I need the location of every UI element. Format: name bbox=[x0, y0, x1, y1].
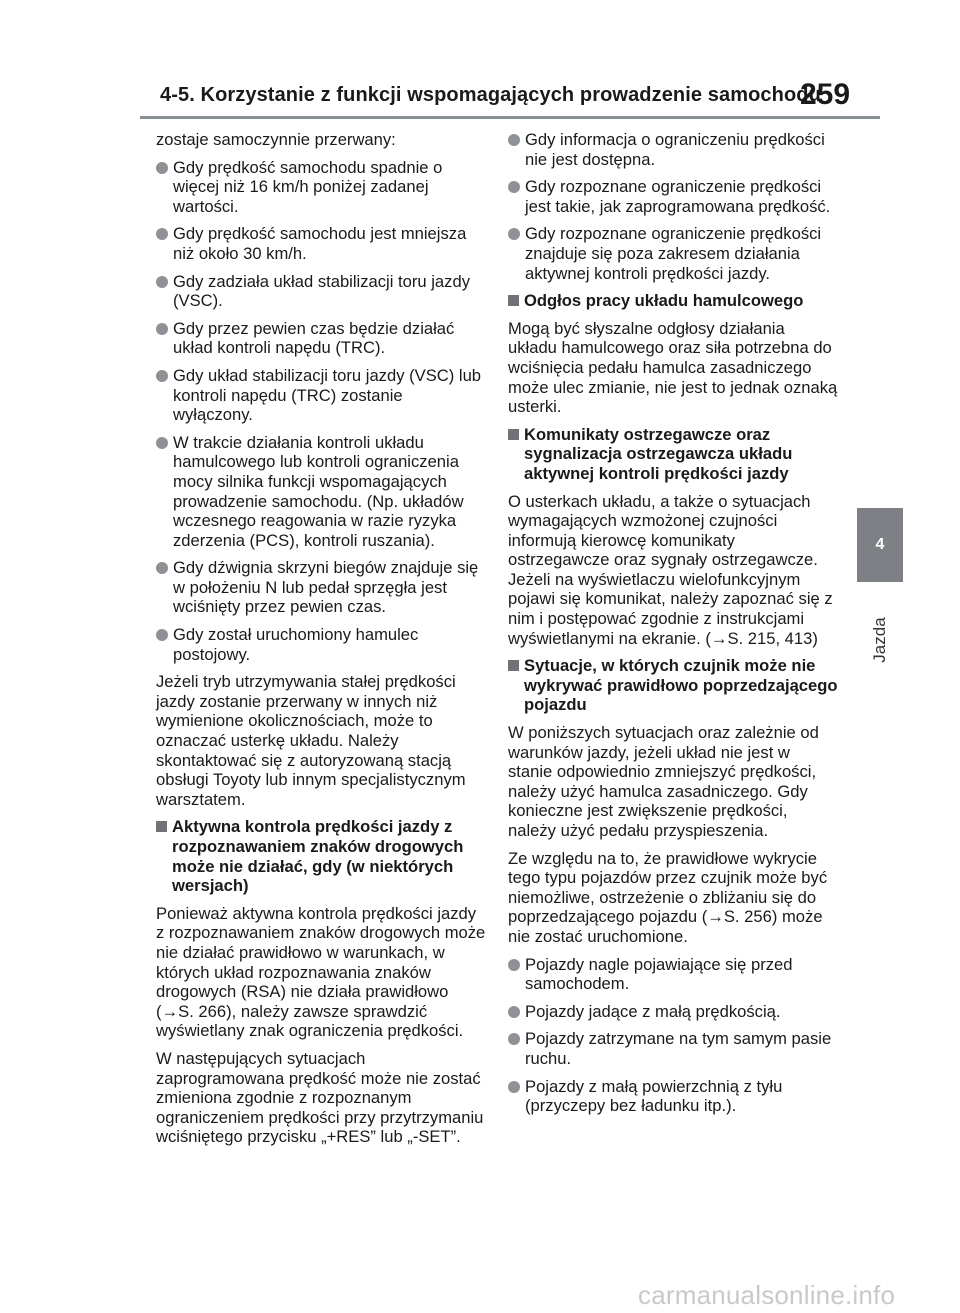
paragraph: O usterkach układu, a także o sytuacjach wymagających wzmożonej czujności informują kierowcę komunikaty ostrzegawcze oraz sygnały ostrzegawcze. Jeżeli na wyświetlaczu wielofunkcyjnym pojawi się komunikat, należy zapoznać się z nim i postępować zgodnie z instrukcjami wyświetlanymi na ekranie. (→S. 215, 413) bbox=[508, 491, 833, 648]
bullet-icon bbox=[508, 1006, 520, 1018]
heading-text: Aktywna kontrola prędkości jazdy z rozpoznawaniem znaków drogowych może nie działać, gdy (w niektórych wersjach) bbox=[172, 817, 464, 896]
header-divider bbox=[140, 116, 880, 119]
subsection-heading bbox=[508, 291, 838, 311]
list-item bbox=[508, 1077, 838, 1116]
list-item bbox=[156, 272, 486, 311]
bullet-icon bbox=[156, 228, 168, 240]
chapter-label bbox=[864, 600, 896, 680]
heading-text: Sytuacje, w których czujnik może nie wykrywać prawidłowo poprzedzającego pojazdu bbox=[524, 656, 838, 715]
list-item bbox=[156, 625, 486, 664]
list-item-text: Gdy informacja o ograniczeniu prędkości nie jest dostępna. bbox=[525, 130, 825, 169]
list-item-text: Gdy rozpoznane ograniczenie prędkości jest takie, jak zaprogramowana prędkość. bbox=[525, 177, 831, 216]
list-item-text: Gdy dźwignia skrzyni biegów znajduje się w położeniu N lub pedał sprzęgła jest wciśnięty przez pewien czas. bbox=[173, 558, 479, 617]
list-item-text: Gdy rozpoznane ograniczenie prędkości znajduje się poza zakresem działania aktywnej kontroli prędkości jazdy. bbox=[525, 224, 822, 283]
chapter-label-text: Jazda bbox=[870, 617, 889, 663]
intro-text: zostaje samoczynnie przerwany: bbox=[156, 130, 396, 149]
square-bullet-icon bbox=[508, 295, 519, 306]
paragraph: W następujących sytuacjach zaprogramowana prędkość może nie zostać zmieniona zgodnie z rozpoznanym ograniczeniem prędkości przy przytrzymaniu wciśniętego przycisku „+RES” lub „-SET”. bbox=[156, 1048, 484, 1147]
list-item-text: Gdy zadziała układ stabilizacji toru jazdy (VSC). bbox=[173, 271, 470, 311]
paragraph: Mogą być słyszalne odgłosy działania układu hamulcowego oraz siła potrzebna do wciśnięcia pedału hamulca zasadniczego może ulec zmianie, nie jest to jednak oznaką usterki. bbox=[508, 318, 838, 417]
list-item bbox=[508, 1029, 838, 1068]
list-item bbox=[508, 177, 838, 216]
list-item bbox=[156, 558, 486, 617]
square-bullet-icon bbox=[156, 821, 167, 832]
subsection-heading bbox=[508, 425, 838, 484]
square-bullet-icon bbox=[508, 429, 519, 440]
bullet-icon bbox=[508, 959, 520, 971]
bullet-icon bbox=[508, 228, 520, 240]
bullet-icon bbox=[508, 1033, 520, 1045]
list-item-text: Pojazdy jadące z małą prędkością. bbox=[525, 1001, 781, 1021]
list-item-text: Pojazdy nagle pojawiające się przed samochodem. bbox=[525, 954, 793, 994]
subsection-heading bbox=[508, 656, 838, 715]
chapter-tab: 4 bbox=[857, 508, 903, 582]
list-item bbox=[508, 224, 838, 283]
list-item-text: Gdy prędkość samochodu spadnie o więcej niż 16 km/h poniżej zadanej wartości. bbox=[173, 157, 443, 216]
left-column bbox=[156, 130, 486, 1155]
list-item bbox=[156, 319, 486, 358]
watermark: carmanualsonline.info bbox=[638, 1280, 896, 1310]
list-item bbox=[156, 433, 486, 551]
list-item bbox=[156, 224, 486, 263]
bullet-icon bbox=[156, 629, 168, 641]
list-item bbox=[156, 366, 486, 425]
list-item-text: Pojazdy z małą powierzchnią z tyłu (przyczepy bez ładunku itp.). bbox=[525, 1076, 783, 1116]
page-header bbox=[0, 0, 960, 112]
bullet-icon bbox=[156, 562, 168, 574]
list-item bbox=[508, 955, 838, 994]
square-bullet-icon bbox=[508, 660, 519, 671]
heading-text: Komunikaty ostrzegawcze oraz sygnalizacja ostrzegawcza układu aktywnej kontroli prędkości jazdy bbox=[524, 424, 793, 483]
bullet-icon bbox=[156, 276, 168, 288]
paragraph: W poniższych sytuacjach oraz zależnie od warunków jazdy, jeżeli układ nie jest w stanie odpowiednio zmniejszyć prędkości, należy użyć hamulca zasadniczego. Gdy konieczne jest zwiększenie prędkości, należy użyć pedału przyspieszenia. bbox=[508, 723, 819, 840]
list-item-text: Gdy przez pewien czas będzie działać układ kontroli napędu (TRC). bbox=[173, 318, 455, 358]
right-column bbox=[508, 130, 838, 1124]
section-title: 4-5. Korzystanie z funkcji wspomagających prowadzenie samochodu bbox=[160, 84, 821, 106]
heading-text: Odgłos pracy układu hamulcowego bbox=[524, 291, 804, 311]
list-item bbox=[156, 158, 486, 217]
bullet-icon bbox=[156, 370, 168, 382]
bullet-icon bbox=[508, 181, 520, 193]
list-item-text: Gdy prędkość samochodu jest mniejsza niż około 30 km/h. bbox=[173, 224, 467, 263]
paragraph: Jeżeli tryb utrzymywania stałej prędkości jazdy zostanie przerwany w innych niż wymienione okolicznościach, może to oznaczać usterkę układu. Należy skontaktować się z autoryzowaną stacją obsługi Toyoty lub innym specjalistycznym warsztatem. bbox=[156, 672, 466, 809]
list-item-text: Pojazdy zatrzymane na tym samym pasie ruchu. bbox=[525, 1029, 832, 1068]
bullet-icon bbox=[156, 323, 168, 335]
list-item-text: Gdy został uruchomiony hamulec postojowy. bbox=[173, 625, 419, 664]
list-item-text: W trakcie działania kontroli układu hamulcowego lub kontroli ograniczenia mocy silnika funkcji wspomagających prowadzenie samochodu. (Np. układów wczesnego reagowania w razie ryzyka zderzenia (PCS), kontroli ruszania). bbox=[173, 432, 464, 550]
list-item bbox=[508, 130, 838, 169]
paragraph: Ponieważ aktywna kontrola prędkości jazdy z rozpoznawaniem znaków drogowych może nie działać prawidłowo w warunkach, w których układ rozpoznawania znaków drogowych (RSA) nie działa prawidłowo (→S. 266), należy zawsze sprawdzić wyświetlany znak ograniczenia prędkości. bbox=[156, 903, 486, 1041]
bullet-icon bbox=[508, 134, 520, 146]
list-item-text: Gdy układ stabilizacji toru jazdy (VSC) lub kontroli napędu (TRC) zostanie wyłączony. bbox=[173, 365, 482, 425]
bullet-icon bbox=[508, 1081, 520, 1093]
page-number: 259 bbox=[800, 78, 851, 111]
list-item bbox=[508, 1002, 838, 1022]
bullet-icon bbox=[156, 162, 168, 174]
paragraph: Ze względu na to, że prawidłowe wykrycie tego typu pojazdów przez czujnik może być niemożliwe, ostrzeżenie o zbliżaniu się do poprzedzającego pojazdu (→S. 256) może nie zostać uruchomione. bbox=[508, 848, 828, 946]
subsection-heading bbox=[156, 817, 486, 895]
bullet-icon bbox=[156, 437, 168, 449]
